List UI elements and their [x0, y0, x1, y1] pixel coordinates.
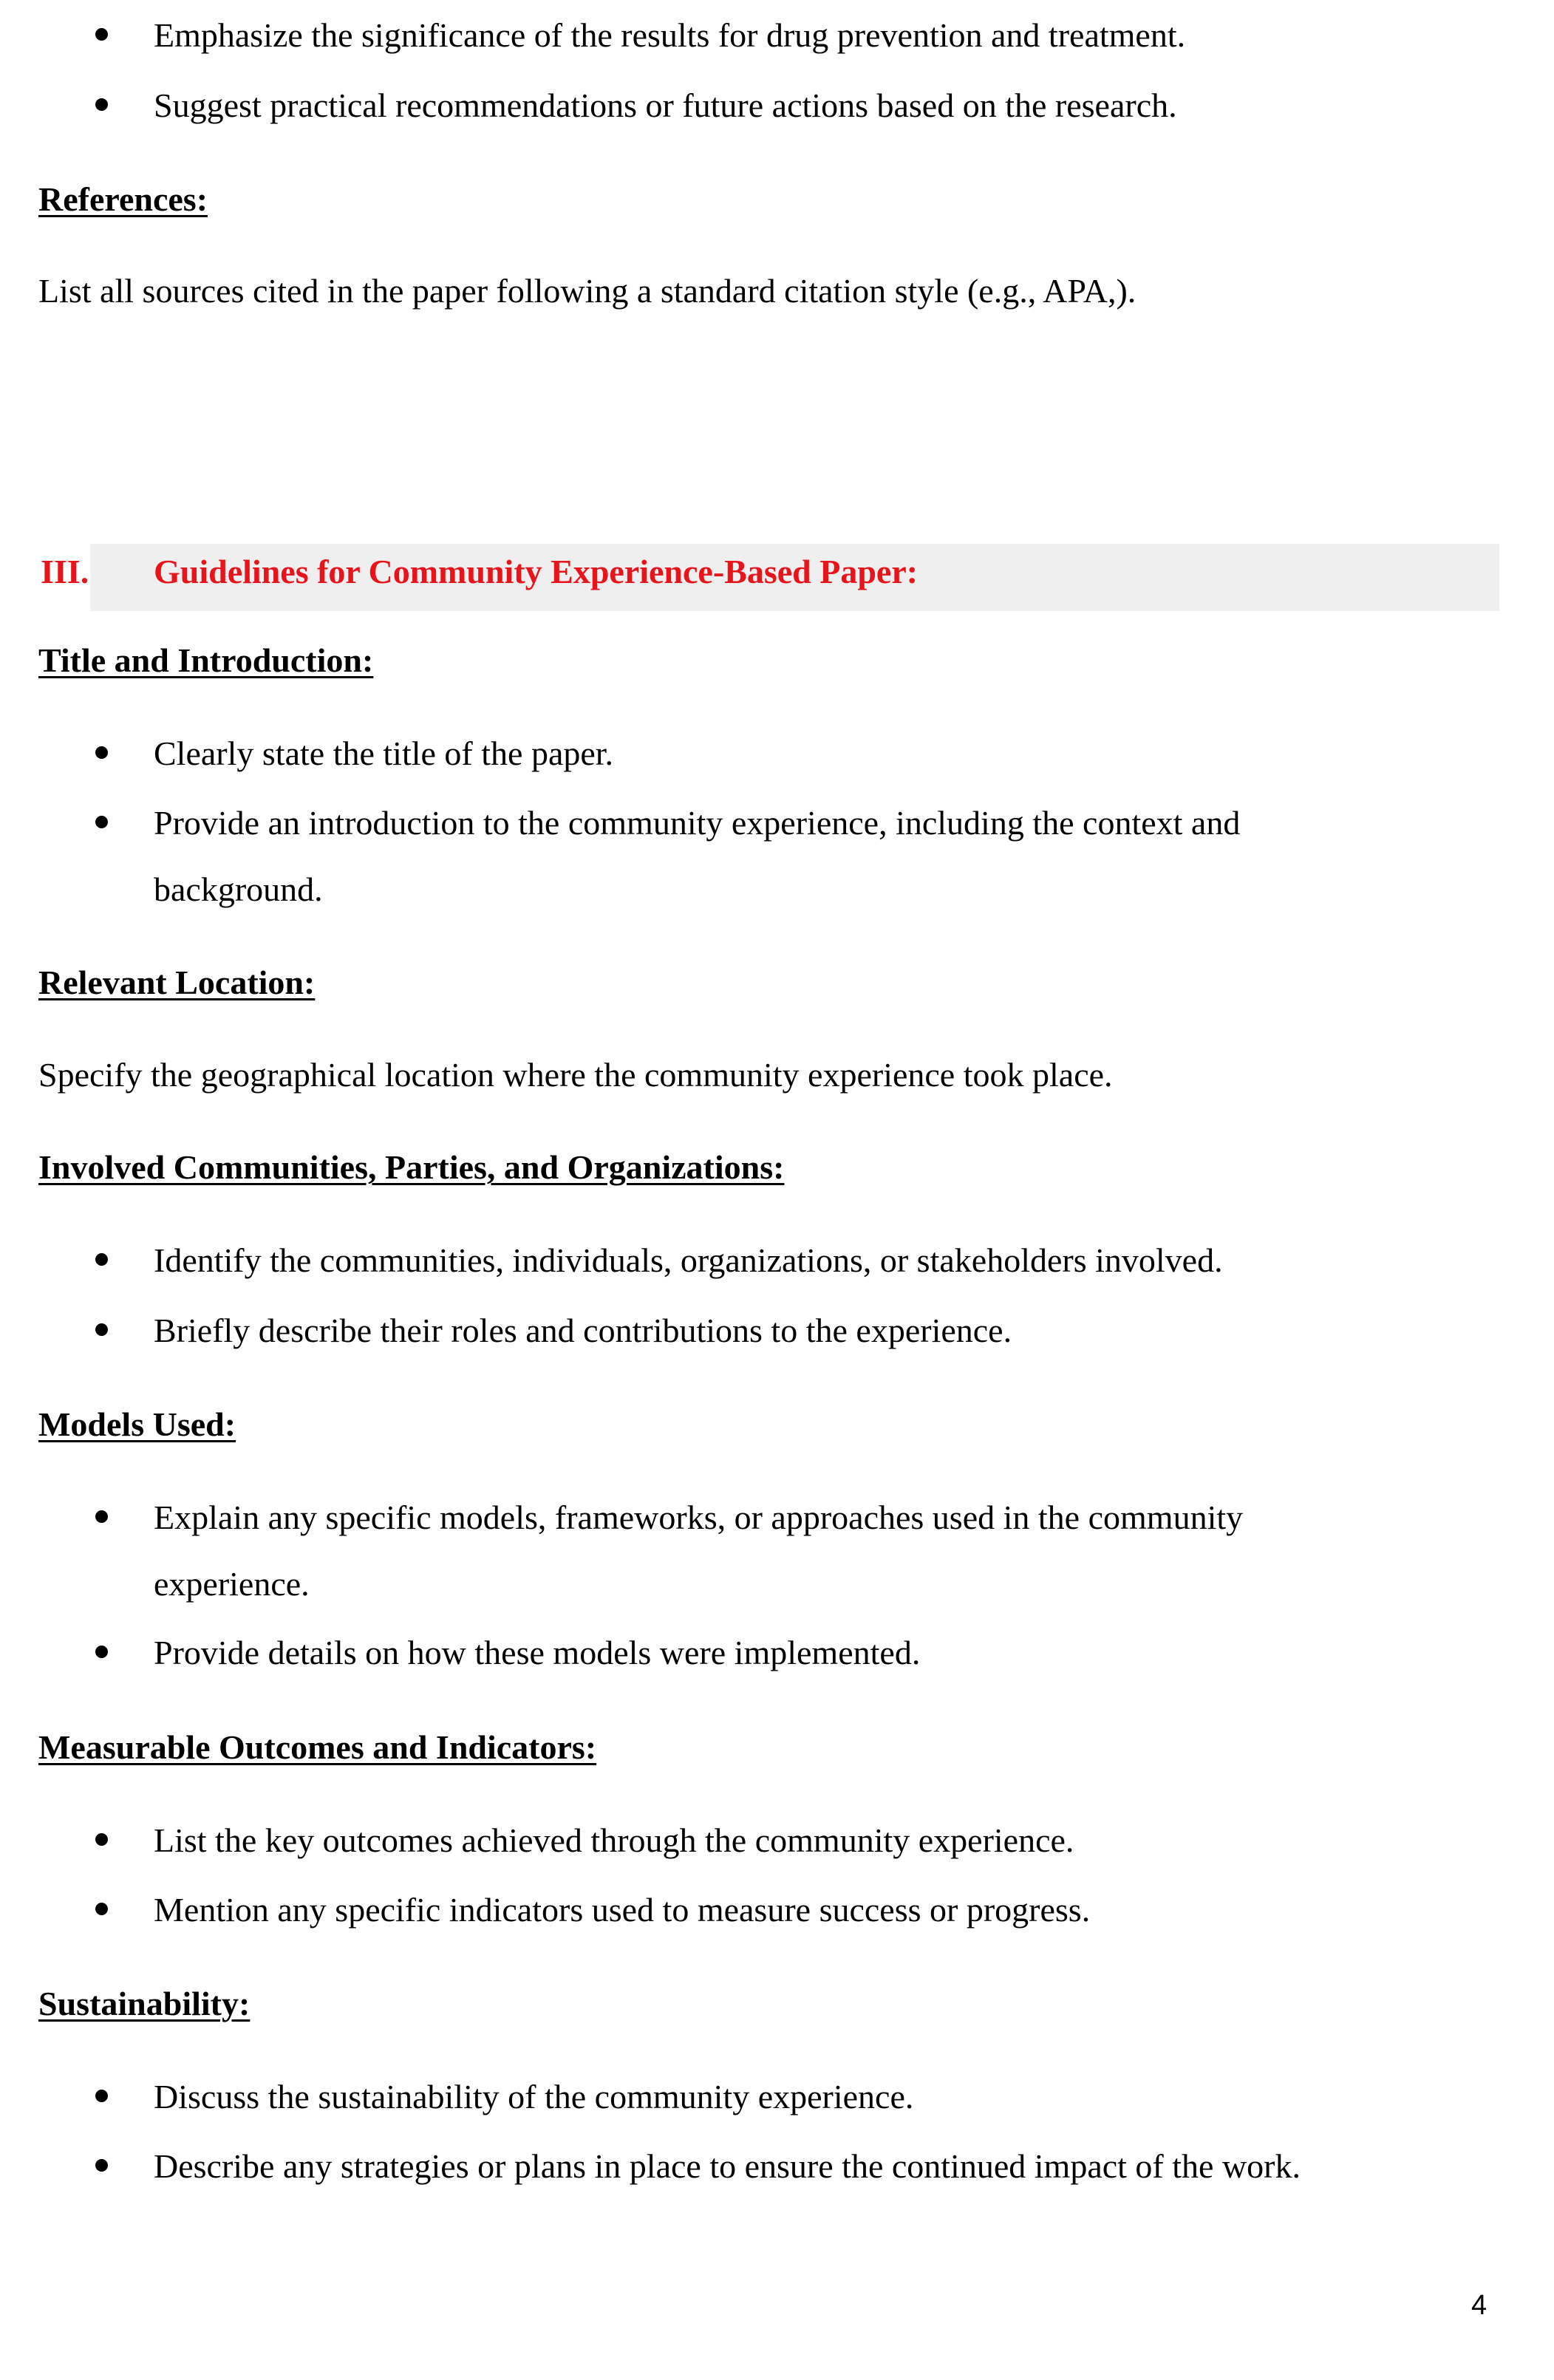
list-item-text: Explain any specific models, frameworks, or approaches used in the community: [154, 1498, 1244, 1536]
list-item-continuation: background.: [154, 870, 323, 908]
bullet-icon: [95, 1323, 108, 1336]
list-item: [0, 83, 1554, 128]
bullet-icon: [95, 816, 108, 828]
list-item-text: Discuss the sustainability of the community experience.: [154, 2078, 914, 2115]
bullet-icon: [95, 2090, 108, 2102]
list-item: [0, 1888, 1554, 1932]
list-item: [0, 1818, 1554, 1863]
page-number: 4: [1471, 2290, 1487, 2321]
location-text: Specify the geographical location where the community experience took place.: [38, 1056, 1113, 1094]
list-item-text: Provide an introduction to the community experience, including the context and: [154, 804, 1241, 842]
list-item: [0, 1496, 1554, 1540]
bullet-icon: [95, 1646, 108, 1658]
list-item: [0, 2075, 1554, 2119]
relevant-location-heading: Relevant Location:: [38, 964, 316, 1001]
references-heading: References:: [38, 180, 208, 218]
list-item-text: Mention any specific indicators used to measure success or progress.: [154, 1891, 1091, 1929]
involved-heading: Involved Communities, Parties, and Organizations:: [38, 1148, 785, 1186]
references-text: List all sources cited in the paper following a standard citation style (e.g., APA,).: [38, 272, 1136, 310]
list-item: [0, 1238, 1554, 1283]
bullet-icon: [95, 1253, 108, 1266]
list-item: [0, 2144, 1554, 2189]
section-number: III.: [41, 553, 89, 590]
bullet-icon: [95, 1903, 108, 1915]
sustainability-heading: Sustainability:: [38, 1985, 251, 2022]
bullet-icon: [95, 1833, 108, 1846]
list-item-text: List the key outcomes achieved through the community experience.: [154, 1821, 1074, 1859]
list-item: [0, 1631, 1554, 1675]
bullet-icon: [95, 28, 108, 41]
bullet-icon: [95, 746, 108, 759]
list-item-text: Provide details on how these models were implemented.: [154, 1634, 921, 1671]
section-title: Guidelines for Community Experience-Based Paper:: [154, 553, 919, 590]
title-introduction-heading: Title and Introduction:: [38, 641, 374, 679]
list-item-text: Briefly describe their roles and contributions to the experience.: [154, 1312, 1012, 1349]
list-item-text: Describe any strategies or plans in place to ensure the continued impact of the work.: [154, 2147, 1301, 2185]
list-item: [0, 801, 1554, 845]
list-item-text: Identify the communities, individuals, organizations, or stakeholders involved.: [154, 1241, 1223, 1279]
bullet-icon: [95, 98, 108, 111]
bullet-icon: [95, 1510, 108, 1523]
list-item: [0, 13, 1554, 58]
list-item-text: Suggest practical recommendations or future actions based on the research.: [154, 86, 1177, 124]
outcomes-heading: Measurable Outcomes and Indicators:: [38, 1728, 597, 1766]
list-item-text: Clearly state the title of the paper.: [154, 734, 614, 772]
list-item-continuation: experience.: [154, 1565, 310, 1603]
list-item: [0, 732, 1554, 776]
models-used-heading: Models Used:: [38, 1405, 236, 1443]
bullet-icon: [95, 2159, 108, 2172]
list-item: [0, 1309, 1554, 1353]
list-item-text: Emphasize the significance of the results for drug prevention and treatment.: [154, 16, 1186, 54]
